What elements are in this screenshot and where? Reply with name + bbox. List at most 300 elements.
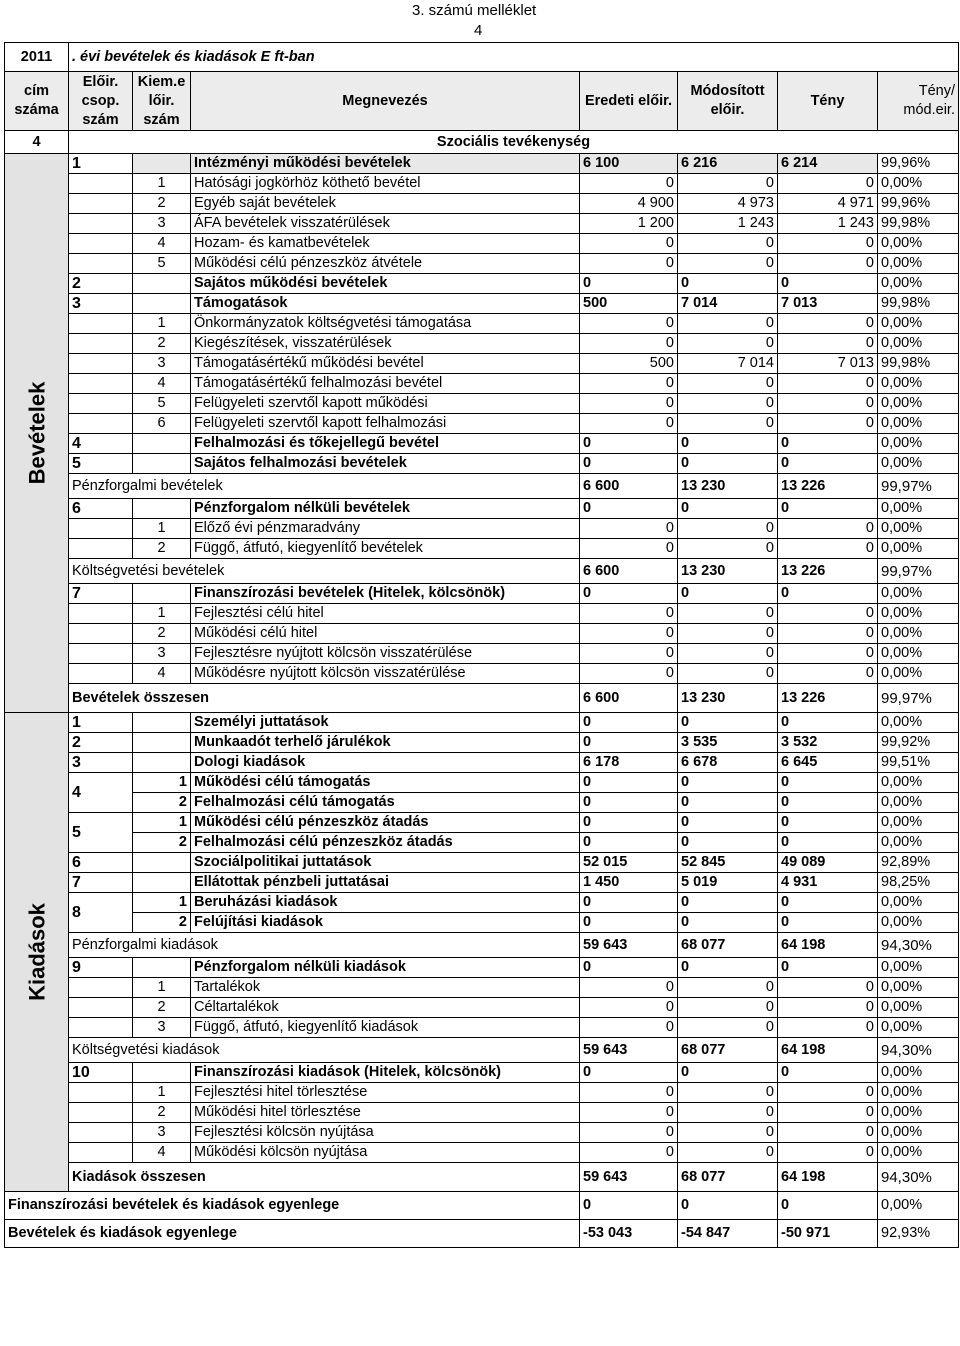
kiem-cell <box>133 753 191 773</box>
kiem-cell: 5 <box>133 254 191 274</box>
kiem-cell: 4 <box>133 1143 191 1163</box>
csop-cell <box>69 334 133 354</box>
row-name: Támogatásértékű felhalmozási bevétel <box>191 374 580 394</box>
value-mod: 0 <box>678 1143 778 1163</box>
table-row <box>5 354 959 374</box>
grand-total-orig: 59 643 <box>580 1163 678 1192</box>
kiem-cell: 6 <box>133 414 191 434</box>
value-orig: 0 <box>580 793 678 813</box>
value-mod: 0 <box>678 624 778 644</box>
kiem-cell <box>133 294 191 314</box>
value-orig: 500 <box>580 294 678 314</box>
kiem-cell: 3 <box>133 354 191 374</box>
csop-cell <box>69 174 133 194</box>
table-row <box>5 773 959 793</box>
table-row <box>5 733 959 753</box>
value-pct: 0,00% <box>878 314 959 334</box>
table-row <box>5 559 959 584</box>
value-pct: 0,00% <box>878 394 959 414</box>
row-name: Kiegészítések, visszatérülések <box>191 334 580 354</box>
value-mod: 0 <box>678 314 778 334</box>
balance-row <box>5 1192 959 1220</box>
csop-cell <box>69 539 133 559</box>
csop-cell: 4 <box>69 434 133 454</box>
kiem-cell <box>133 713 191 733</box>
row-name: Hozam- és kamatbevételek <box>191 234 580 254</box>
csop-cell: 3 <box>69 753 133 773</box>
csop-cell <box>69 1123 133 1143</box>
col-header-cim: cím száma <box>5 72 69 131</box>
table-row <box>5 499 959 519</box>
value-mod: 5 019 <box>678 873 778 893</box>
value-orig: 0 <box>580 539 678 559</box>
subtotal-name: Költségvetési kiadások <box>69 1038 580 1063</box>
table-row <box>5 539 959 559</box>
row-name: Fejlesztési hitel törlesztése <box>191 1083 580 1103</box>
value-mod: 0 <box>678 604 778 624</box>
row-name: Működési célú pénzeszköz átvétele <box>191 254 580 274</box>
table-row <box>5 713 959 733</box>
table-row <box>5 913 959 933</box>
balance-orig: -53 043 <box>580 1220 678 1248</box>
csop-cell: 1 <box>69 154 133 174</box>
value-act: 0 <box>778 414 878 434</box>
value-orig: 0 <box>580 1063 678 1083</box>
table-row <box>5 314 959 334</box>
value-pct: 0,00% <box>878 1083 959 1103</box>
table-row <box>5 254 959 274</box>
subtotal-orig: 59 643 <box>580 1038 678 1063</box>
row-name: Működési célú pénzeszköz átadás <box>191 813 580 833</box>
table-row <box>5 664 959 684</box>
row-name: ÁFA bevételek visszatérülések <box>191 214 580 234</box>
kiem-cell <box>133 853 191 873</box>
value-pct: 99,98% <box>878 214 959 234</box>
side-label-revenue-text: Bevételek <box>24 381 49 485</box>
value-pct: 0,00% <box>878 1143 959 1163</box>
value-act: 0 <box>778 374 878 394</box>
value-pct: 0,00% <box>878 1123 959 1143</box>
value-orig: 52 015 <box>580 853 678 873</box>
subtotal-pct: 94,30% <box>878 1038 959 1063</box>
subtotal-act: 13 226 <box>778 474 878 499</box>
value-act: 0 <box>778 174 878 194</box>
csop-cell: 7 <box>69 584 133 604</box>
csop-cell <box>69 998 133 1018</box>
value-orig: 0 <box>580 394 678 414</box>
table-row <box>5 394 959 414</box>
value-pct: 92,89% <box>878 853 959 873</box>
value-pct: 0,00% <box>878 913 959 933</box>
table-row <box>5 853 959 873</box>
value-act: 0 <box>778 793 878 813</box>
csop-cell <box>69 1103 133 1123</box>
value-mod: 6 216 <box>678 154 778 174</box>
value-mod: 0 <box>678 499 778 519</box>
grand-total-pct: 94,30% <box>878 1163 959 1192</box>
subtotal-pct: 99,97% <box>878 559 959 584</box>
value-mod: 0 <box>678 833 778 853</box>
row-name: Finanszírozási kiadások (Hitelek, kölcsönök) <box>191 1063 580 1083</box>
table-row <box>5 1038 959 1063</box>
value-act: 0 <box>778 1018 878 1038</box>
value-pct: 0,00% <box>878 499 959 519</box>
kiem-cell: 2 <box>133 539 191 559</box>
row-name: Fejlesztési célú hitel <box>191 604 580 624</box>
value-act: 4 931 <box>778 873 878 893</box>
value-pct: 0,00% <box>878 1103 959 1123</box>
csop-cell: 6 <box>69 499 133 519</box>
row-name: Sajátos felhalmozási bevételek <box>191 454 580 474</box>
value-act: 0 <box>778 624 878 644</box>
kiem-cell: 1 <box>133 813 191 833</box>
row-name: Fejlesztési kölcsön nyújtása <box>191 1123 580 1143</box>
value-orig: 0 <box>580 913 678 933</box>
table-row <box>5 1083 959 1103</box>
grand-total-mod: 13 230 <box>678 684 778 713</box>
kiem-cell <box>133 1063 191 1083</box>
table-row <box>5 1123 959 1143</box>
kiem-cell: 2 <box>133 334 191 354</box>
csop-cell: 5 <box>69 813 133 853</box>
table-row <box>5 978 959 998</box>
csop-cell <box>69 978 133 998</box>
value-act: 49 089 <box>778 853 878 873</box>
table-row <box>5 154 959 174</box>
value-pct: 99,96% <box>878 194 959 214</box>
csop-cell: 8 <box>69 893 133 933</box>
col-header-csop: Előir. csop. szám <box>69 72 133 131</box>
csop-cell <box>69 234 133 254</box>
value-act: 0 <box>778 958 878 978</box>
value-act: 0 <box>778 1083 878 1103</box>
value-orig: 0 <box>580 893 678 913</box>
value-orig: 6 178 <box>580 753 678 773</box>
kiem-cell <box>133 733 191 753</box>
kiem-cell: 1 <box>133 978 191 998</box>
csop-cell <box>69 194 133 214</box>
value-mod: 0 <box>678 254 778 274</box>
kiem-cell: 3 <box>133 1018 191 1038</box>
row-name: Egyéb saját bevételek <box>191 194 580 214</box>
value-act: 0 <box>778 1103 878 1123</box>
kiem-cell: 2 <box>133 1103 191 1123</box>
value-pct: 0,00% <box>878 174 959 194</box>
kiem-cell: 4 <box>133 234 191 254</box>
value-act: 0 <box>778 234 878 254</box>
subtotal-orig: 6 600 <box>580 474 678 499</box>
csop-cell <box>69 519 133 539</box>
csop-cell: 4 <box>69 773 133 813</box>
kiem-cell: 1 <box>133 773 191 793</box>
col-header-act: Tény <box>778 72 878 131</box>
table-row <box>5 933 959 958</box>
table-row <box>5 1018 959 1038</box>
kiem-cell: 1 <box>133 314 191 334</box>
row-name: Felhalmozási célú támogatás <box>191 793 580 813</box>
value-act: 0 <box>778 314 878 334</box>
csop-cell <box>69 1083 133 1103</box>
value-mod: 0 <box>678 813 778 833</box>
kiem-cell: 1 <box>133 893 191 913</box>
subtotal-name: Pénzforgalmi kiadások <box>69 933 580 958</box>
value-mod: 0 <box>678 274 778 294</box>
subtotal-act: 64 198 <box>778 933 878 958</box>
kiem-cell: 1 <box>133 604 191 624</box>
value-orig: 0 <box>580 1083 678 1103</box>
subtotal-act: 64 198 <box>778 1038 878 1063</box>
row-name: Sajátos működési bevételek <box>191 274 580 294</box>
table-row <box>5 374 959 394</box>
side-label-expense <box>5 713 69 1192</box>
table-row <box>5 519 959 539</box>
table-row <box>5 893 959 913</box>
value-pct: 0,00% <box>878 833 959 853</box>
row-name: Támogatások <box>191 294 580 314</box>
value-mod: 0 <box>678 893 778 913</box>
row-name: Működési célú támogatás <box>191 773 580 793</box>
subtotal-pct: 99,97% <box>878 474 959 499</box>
table-row <box>5 1163 959 1192</box>
value-act: 0 <box>778 893 878 913</box>
csop-cell <box>69 374 133 394</box>
grand-total-name: Bevételek összesen <box>69 684 580 713</box>
grand-total-act: 13 226 <box>778 684 878 713</box>
value-pct: 0,00% <box>878 1063 959 1083</box>
balance-pct: 92,93% <box>878 1220 959 1248</box>
subtotal-mod: 13 230 <box>678 559 778 584</box>
value-orig: 0 <box>580 1103 678 1123</box>
kiem-cell: 2 <box>133 833 191 853</box>
value-act: 0 <box>778 713 878 733</box>
col-header-orig: Eredeti előir. <box>580 72 678 131</box>
table-row <box>5 1063 959 1083</box>
row-name: Beruházási kiadások <box>191 893 580 913</box>
value-pct: 0,00% <box>878 1018 959 1038</box>
value-pct: 0,00% <box>878 539 959 559</box>
value-mod: 0 <box>678 334 778 354</box>
value-pct: 0,00% <box>878 414 959 434</box>
kiem-cell: 1 <box>133 174 191 194</box>
row-name: Személyi juttatások <box>191 713 580 733</box>
value-pct: 0,00% <box>878 664 959 684</box>
value-act: 0 <box>778 1123 878 1143</box>
value-orig: 4 900 <box>580 194 678 214</box>
row-name: Tartalékok <box>191 978 580 998</box>
value-orig: 0 <box>580 234 678 254</box>
row-name: Előző évi pénzmaradvány <box>191 519 580 539</box>
csop-cell <box>69 254 133 274</box>
value-orig: 1 200 <box>580 214 678 234</box>
value-pct: 0,00% <box>878 374 959 394</box>
value-act: 0 <box>778 1063 878 1083</box>
value-mod: 0 <box>678 1103 778 1123</box>
kiem-cell: 2 <box>133 998 191 1018</box>
value-act: 0 <box>778 434 878 454</box>
year-cell: 2011 <box>5 43 69 72</box>
table-row <box>5 234 959 254</box>
value-mod: 0 <box>678 539 778 559</box>
value-act: 0 <box>778 274 878 294</box>
value-pct: 0,00% <box>878 454 959 474</box>
value-mod: 7 014 <box>678 294 778 314</box>
csop-cell: 10 <box>69 1063 133 1083</box>
value-act: 4 971 <box>778 194 878 214</box>
value-mod: 0 <box>678 1123 778 1143</box>
value-orig: 0 <box>580 604 678 624</box>
value-orig: 1 450 <box>580 873 678 893</box>
table-row <box>5 414 959 434</box>
table-row <box>5 644 959 664</box>
table-row <box>5 174 959 194</box>
value-act: 0 <box>778 833 878 853</box>
table-row <box>5 1103 959 1123</box>
value-mod: 0 <box>678 793 778 813</box>
kiem-cell: 2 <box>133 913 191 933</box>
value-mod: 4 973 <box>678 194 778 214</box>
section-row <box>5 131 959 154</box>
value-act: 0 <box>778 664 878 684</box>
value-orig: 0 <box>580 1018 678 1038</box>
row-name: Működési kölcsön nyújtása <box>191 1143 580 1163</box>
table-row <box>5 474 959 499</box>
table-row <box>5 813 959 833</box>
row-name: Függő, átfutó, kiegyenlítő bevételek <box>191 539 580 559</box>
table-row <box>5 604 959 624</box>
value-orig: 0 <box>580 254 678 274</box>
kiem-cell: 3 <box>133 1123 191 1143</box>
kiem-cell <box>133 434 191 454</box>
value-pct: 0,00% <box>878 624 959 644</box>
value-mod: 0 <box>678 1018 778 1038</box>
value-act: 0 <box>778 978 878 998</box>
csop-cell: 7 <box>69 873 133 893</box>
value-orig: 0 <box>580 314 678 334</box>
row-name: Fejlesztésre nyújtott kölcsön visszatérülése <box>191 644 580 664</box>
kiem-cell: 1 <box>133 519 191 539</box>
value-act: 0 <box>778 604 878 624</box>
value-orig: 0 <box>580 813 678 833</box>
section-number: 4 <box>5 131 69 154</box>
kiem-cell <box>133 873 191 893</box>
value-orig: 0 <box>580 1123 678 1143</box>
value-pct: 0,00% <box>878 234 959 254</box>
value-orig: 0 <box>580 434 678 454</box>
value-pct: 0,00% <box>878 604 959 624</box>
grand-total-orig: 6 600 <box>580 684 678 713</box>
grand-total-mod: 68 077 <box>678 1163 778 1192</box>
value-orig: 0 <box>580 374 678 394</box>
csop-cell <box>69 604 133 624</box>
subtotal-mod: 13 230 <box>678 474 778 499</box>
value-pct: 0,00% <box>878 434 959 454</box>
value-mod: 0 <box>678 644 778 664</box>
value-act: 6 645 <box>778 753 878 773</box>
value-pct: 98,25% <box>878 873 959 893</box>
value-pct: 99,92% <box>878 733 959 753</box>
subtotal-name: Pénzforgalmi bevételek <box>69 474 580 499</box>
value-pct: 0,00% <box>878 978 959 998</box>
value-orig: 0 <box>580 584 678 604</box>
balance-mod: -54 847 <box>678 1220 778 1248</box>
value-pct: 99,51% <box>878 753 959 773</box>
value-act: 0 <box>778 254 878 274</box>
value-mod: 0 <box>678 713 778 733</box>
value-orig: 0 <box>580 978 678 998</box>
table-row <box>5 334 959 354</box>
csop-cell: 5 <box>69 454 133 474</box>
value-act: 0 <box>778 644 878 664</box>
value-orig: 0 <box>580 664 678 684</box>
value-mod: 0 <box>678 998 778 1018</box>
value-pct: 0,00% <box>878 793 959 813</box>
value-orig: 0 <box>580 624 678 644</box>
value-pct: 99,98% <box>878 354 959 374</box>
value-mod: 0 <box>678 454 778 474</box>
value-act: 0 <box>778 499 878 519</box>
value-mod: 0 <box>678 913 778 933</box>
value-pct: 0,00% <box>878 958 959 978</box>
row-name: Dologi kiadások <box>191 753 580 773</box>
row-name: Működési hitel törlesztése <box>191 1103 580 1123</box>
table-row <box>5 434 959 454</box>
value-act: 0 <box>778 334 878 354</box>
table-row <box>5 684 959 713</box>
value-mod: 3 535 <box>678 733 778 753</box>
value-pct: 0,00% <box>878 773 959 793</box>
value-mod: 0 <box>678 519 778 539</box>
subtotal-orig: 6 600 <box>580 559 678 584</box>
balance-orig: 0 <box>580 1192 678 1220</box>
value-orig: 0 <box>580 644 678 664</box>
csop-cell: 6 <box>69 853 133 873</box>
balance-name: Finanszírozási bevételek és kiadások egyenlege <box>5 1192 580 1220</box>
row-name: Pénzforgalom nélküli bevételek <box>191 499 580 519</box>
column-header-row <box>5 72 959 131</box>
value-mod: 1 243 <box>678 214 778 234</box>
kiem-cell: 2 <box>133 793 191 813</box>
value-pct: 0,00% <box>878 584 959 604</box>
value-orig: 0 <box>580 499 678 519</box>
kiem-cell <box>133 154 191 174</box>
row-name: Felújítási kiadások <box>191 913 580 933</box>
value-pct: 0,00% <box>878 254 959 274</box>
value-act: 0 <box>778 394 878 414</box>
kiem-cell: 3 <box>133 214 191 234</box>
value-mod: 0 <box>678 434 778 454</box>
value-mod: 0 <box>678 1083 778 1103</box>
row-name: Céltartalékok <box>191 998 580 1018</box>
value-mod: 0 <box>678 414 778 434</box>
csop-cell: 9 <box>69 958 133 978</box>
value-pct: 0,00% <box>878 893 959 913</box>
row-name: Működési célú hitel <box>191 624 580 644</box>
table-row <box>5 753 959 773</box>
col-header-kiem: Kiem.e lőir. szám <box>133 72 191 131</box>
balance-act: 0 <box>778 1192 878 1220</box>
value-orig: 0 <box>580 454 678 474</box>
table-row <box>5 274 959 294</box>
kiem-cell: 4 <box>133 664 191 684</box>
value-orig: 0 <box>580 274 678 294</box>
value-act: 7 013 <box>778 354 878 374</box>
csop-cell: 1 <box>69 713 133 733</box>
annex-label: 3. számú melléklet <box>412 2 537 19</box>
value-orig: 6 100 <box>580 154 678 174</box>
row-name: Működésre nyújtott kölcsön visszatérülése <box>191 664 580 684</box>
value-orig: 0 <box>580 958 678 978</box>
value-orig: 0 <box>580 174 678 194</box>
